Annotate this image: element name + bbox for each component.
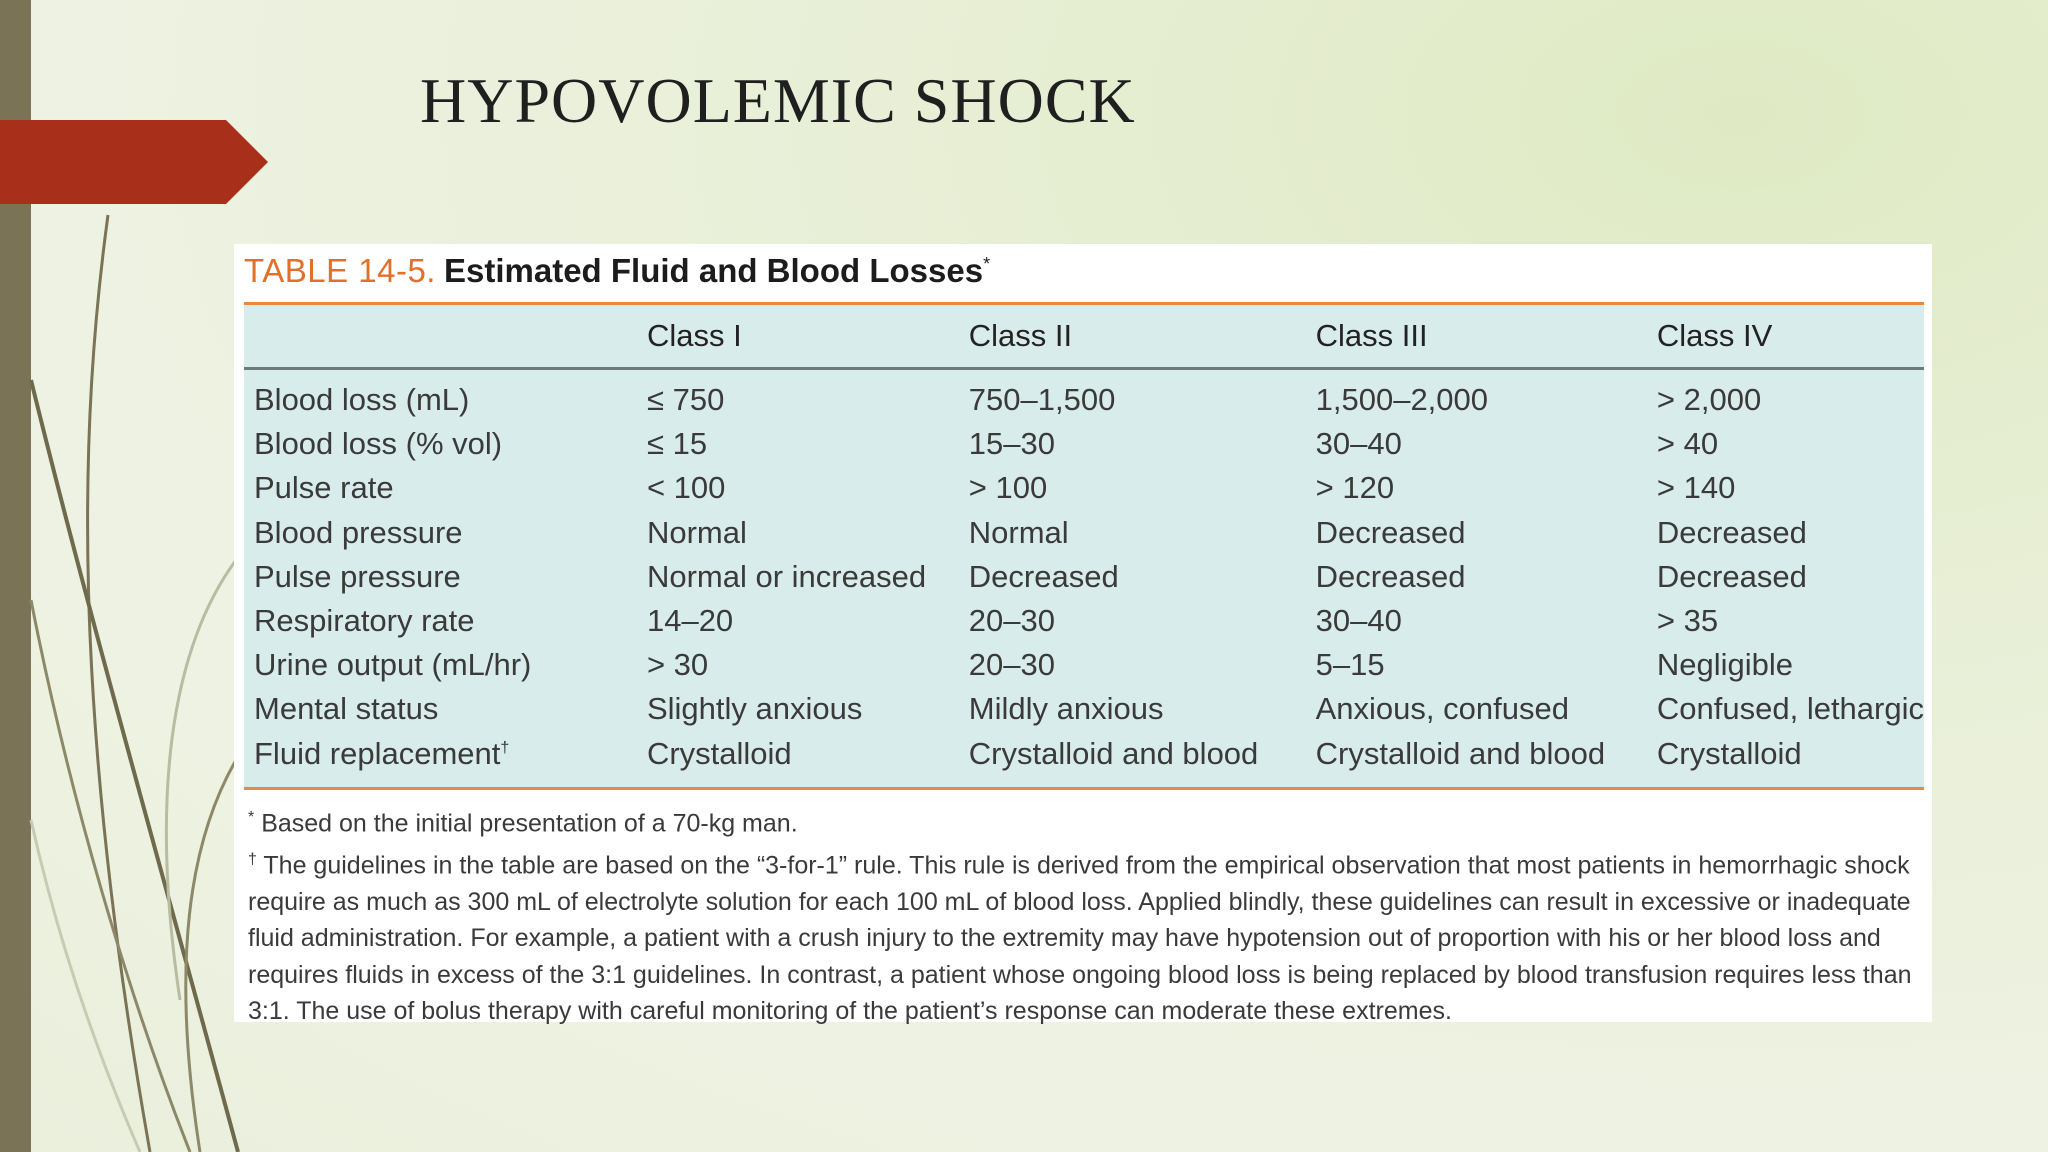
table-cell: 750–1,500 <box>968 382 1116 418</box>
table-cell: Decreased <box>1315 558 1466 594</box>
table-cell: Crystalloid and blood <box>968 735 1259 771</box>
table-cell: > 40 <box>1656 426 1719 462</box>
table-row <box>244 422 1924 466</box>
table-cell: > 35 <box>1656 603 1719 639</box>
table-cell: Decreased <box>968 558 1119 594</box>
table-cell: < 100 <box>646 470 726 506</box>
table-cell: ≤ 750 <box>646 382 725 418</box>
footnote-text: Based on the initial presentation of a 70-kg man. <box>261 809 798 838</box>
table-cell: ≤ 15 <box>646 426 708 462</box>
table-figure <box>234 244 1932 1026</box>
table-cell: 30–40 <box>1315 426 1402 462</box>
row-label-text: Fluid replacement <box>254 735 501 771</box>
table-row <box>244 732 1924 776</box>
table-row <box>244 643 1924 687</box>
column-header-class-iv: Class IV <box>1647 305 1924 369</box>
row-label: Mental status <box>254 691 439 727</box>
table-row <box>244 369 1924 423</box>
footnote <box>248 800 1918 842</box>
table-footnotes <box>248 800 1918 1030</box>
table-cell: > 100 <box>968 470 1048 506</box>
table-row <box>244 555 1924 599</box>
table-row <box>244 687 1924 731</box>
footnote-marker: * <box>248 809 255 826</box>
table-cell: Normal or increased <box>646 558 927 594</box>
row-label <box>244 732 637 776</box>
table-title: Estimated Fluid and Blood Losses <box>443 252 984 289</box>
table-row <box>244 466 1924 510</box>
table-cell: > 30 <box>646 647 709 683</box>
column-header-class-iii: Class III <box>1306 305 1647 369</box>
table-caption <box>244 252 990 290</box>
table-cell: Slightly anxious <box>646 691 863 727</box>
row-label: Pulse rate <box>254 470 394 506</box>
table-cell: > 2,000 <box>1656 382 1762 418</box>
table-cell: Anxious, confused <box>1315 691 1569 727</box>
table-cell: > 140 <box>1656 470 1736 506</box>
title-arrow-marker <box>0 120 268 204</box>
row-label: Respiratory rate <box>254 603 475 639</box>
row-label: Blood loss (% vol) <box>254 426 503 462</box>
column-header <box>244 305 637 369</box>
table-row <box>244 511 1924 555</box>
caption-marker: * <box>983 254 991 274</box>
table-row <box>244 599 1924 643</box>
table-cell: Negligible <box>1656 647 1794 683</box>
footnote <box>248 842 1918 1030</box>
table-cell: > 120 <box>1315 470 1395 506</box>
data-table-area <box>244 302 1924 790</box>
table-cell: 15–30 <box>968 426 1055 462</box>
table-cell: Normal <box>968 514 1069 550</box>
table-cell: Decreased <box>1656 558 1807 594</box>
table-cell: Normal <box>646 514 747 550</box>
table-cell: 5–15 <box>1315 647 1385 683</box>
table-cell: Mildly anxious <box>968 691 1164 727</box>
table-number: TABLE 14-5. <box>244 252 436 289</box>
table-cell: Decreased <box>1315 514 1466 550</box>
column-header-class-ii: Class II <box>959 305 1306 369</box>
row-label: Blood pressure <box>254 514 463 550</box>
column-header-class-i: Class I <box>637 305 959 369</box>
table-cell: Crystalloid and blood <box>1315 735 1606 771</box>
table-cell: 30–40 <box>1315 603 1402 639</box>
table-cell: 14–20 <box>646 603 734 639</box>
footnote-text: The guidelines in the table are based on the “3-for-1” rule. This rule is derived from the empirical observation that most patients in hemorrhagic shock require as much as 300 mL of electrolyte solution for each 100 mL of blood loss. Applied blindly, these guidelines can result in excessive or inadequate fluid administration. For example, a patient with a crush injury to the extremity may have hypotension out of proportion with his or her blood loss and requires fluids in excess of the 3:1 guidelines. In contrast, a patient whose ongoing blood loss is being replaced by blood transfusion requires less than 3:1. The use of bolus therapy with careful monitoring of the patient’s response can moderate these extremes. <box>248 851 1912 1026</box>
page-title: HYPOVOLEMIC SHOCK <box>420 65 1136 136</box>
table-cell: Confused, lethargic <box>1656 691 1924 727</box>
footnote-marker: † <box>248 850 257 868</box>
table-cell: Decreased <box>1656 514 1807 550</box>
row-label: Pulse pressure <box>254 558 461 594</box>
table-cell: 20–30 <box>968 603 1055 639</box>
row-label-marker: † <box>500 739 510 757</box>
table-cell: Crystalloid <box>1656 735 1802 771</box>
table-cell: Crystalloid <box>646 735 792 771</box>
row-label: Blood loss (mL) <box>254 382 470 418</box>
row-label: Urine output (mL/hr) <box>254 647 532 683</box>
table-header-row <box>244 305 1924 369</box>
table-cell: 1,500–2,000 <box>1315 382 1489 418</box>
table-cell: 20–30 <box>968 647 1055 683</box>
fluid-blood-loss-table <box>244 305 1924 776</box>
